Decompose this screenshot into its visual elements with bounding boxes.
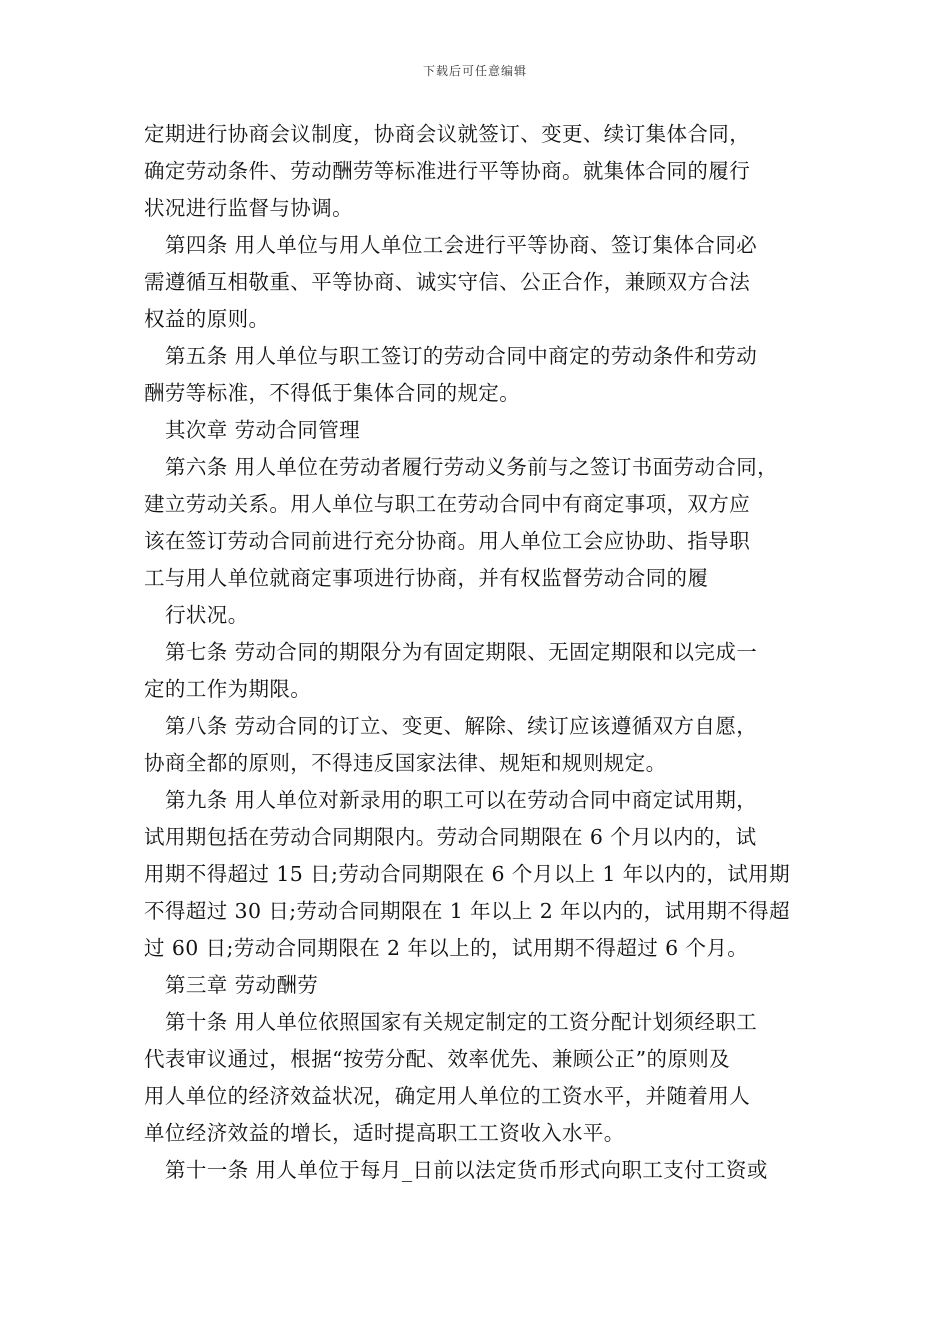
- text-line: 第三章 劳动酬劳: [165, 973, 319, 997]
- text-line: 过 60 日;劳动合同期限在 2 年以上的，试用期不得超过 6 个月。: [144, 936, 749, 960]
- text-line: 定的工作为期限。: [144, 677, 312, 701]
- text-line: 代表审议通过，根据“按劳分配、效率优先、兼顾公正”的原则及: [144, 1047, 731, 1071]
- text-line: 试用期包括在劳动合同期限内。劳动合同期限在 6 个月以内的，试: [144, 825, 757, 849]
- text-line: 第九条 用人单位对新录用的职工可以在劳动合同中商定试用期，: [165, 788, 758, 812]
- text-line: 第四条 用人单位与用人单位工会进行平等协商、签订集体合同必: [165, 233, 758, 257]
- text-line: 协商全都的原则，不得违反国家法律、规矩和规则规定。: [144, 751, 667, 775]
- text-line: 工与用人单位就商定事项进行协商，并有权监督劳动合同的履: [144, 566, 709, 590]
- page-header: 下载后可任意编辑: [422, 64, 527, 78]
- text-line: 用期不得超过 15 日;劳动合同期限在 6 个月以上 1 年以内的，试用期: [144, 862, 790, 886]
- text-line: 状况进行监督与协调。: [144, 196, 353, 220]
- text-line: 单位经济效益的增长，适时提高职工工资收入水平。: [144, 1121, 625, 1145]
- text-line: 第七条 劳动合同的期限分为有固定期限、无固定期限和以完成一: [165, 640, 758, 664]
- text-line: 行状况。: [165, 603, 249, 627]
- text-line: 第十一条 用人单位于每月_日前以法定货币形式向职工支付工资或: [165, 1158, 768, 1182]
- text-line: 第八条 劳动合同的订立、变更、解除、续订应该遵循双方自愿，: [165, 714, 758, 738]
- text-line: 其次章 劳动合同管理: [165, 418, 361, 442]
- text-line: 权益的原则。: [144, 307, 270, 331]
- text-line: 定期进行协商会议制度，协商会议就签订、变更、续订集体合同，: [144, 122, 751, 146]
- text-line: 建立劳动关系。用人单位与职工在劳动合同中有商定事项，双方应: [144, 492, 751, 516]
- text-line: 第十条 用人单位依照国家有关规定制定的工资分配计划须经职工: [165, 1010, 758, 1034]
- text-line: 不得超过 30 日;劳动合同期限在 1 年以上 2 年以内的，试用期不得超: [144, 899, 790, 923]
- document-body: [144, 116, 824, 1189]
- text-line: 第五条 用人单位与职工签订的劳动合同中商定的劳动条件和劳动: [165, 344, 758, 368]
- text-line: 确定劳动条件、劳动酬劳等标准进行平等协商。就集体合同的履行: [144, 159, 751, 183]
- text-line: 用人单位的经济效益状况，确定用人单位的工资水平，并随着用人: [144, 1084, 751, 1108]
- text-line: 第六条 用人单位在劳动者履行劳动义务前与之签订书面劳动合同，: [165, 455, 779, 479]
- text-line: 该在签订劳动合同前进行充分协商。用人单位工会应协助、指导职: [144, 529, 751, 553]
- text-line: 酬劳等标准，不得低于集体合同的规定。: [144, 381, 521, 405]
- text-line: 需遵循互相敬重、平等协商、诚实守信、公正合作，兼顾双方合法: [144, 270, 751, 294]
